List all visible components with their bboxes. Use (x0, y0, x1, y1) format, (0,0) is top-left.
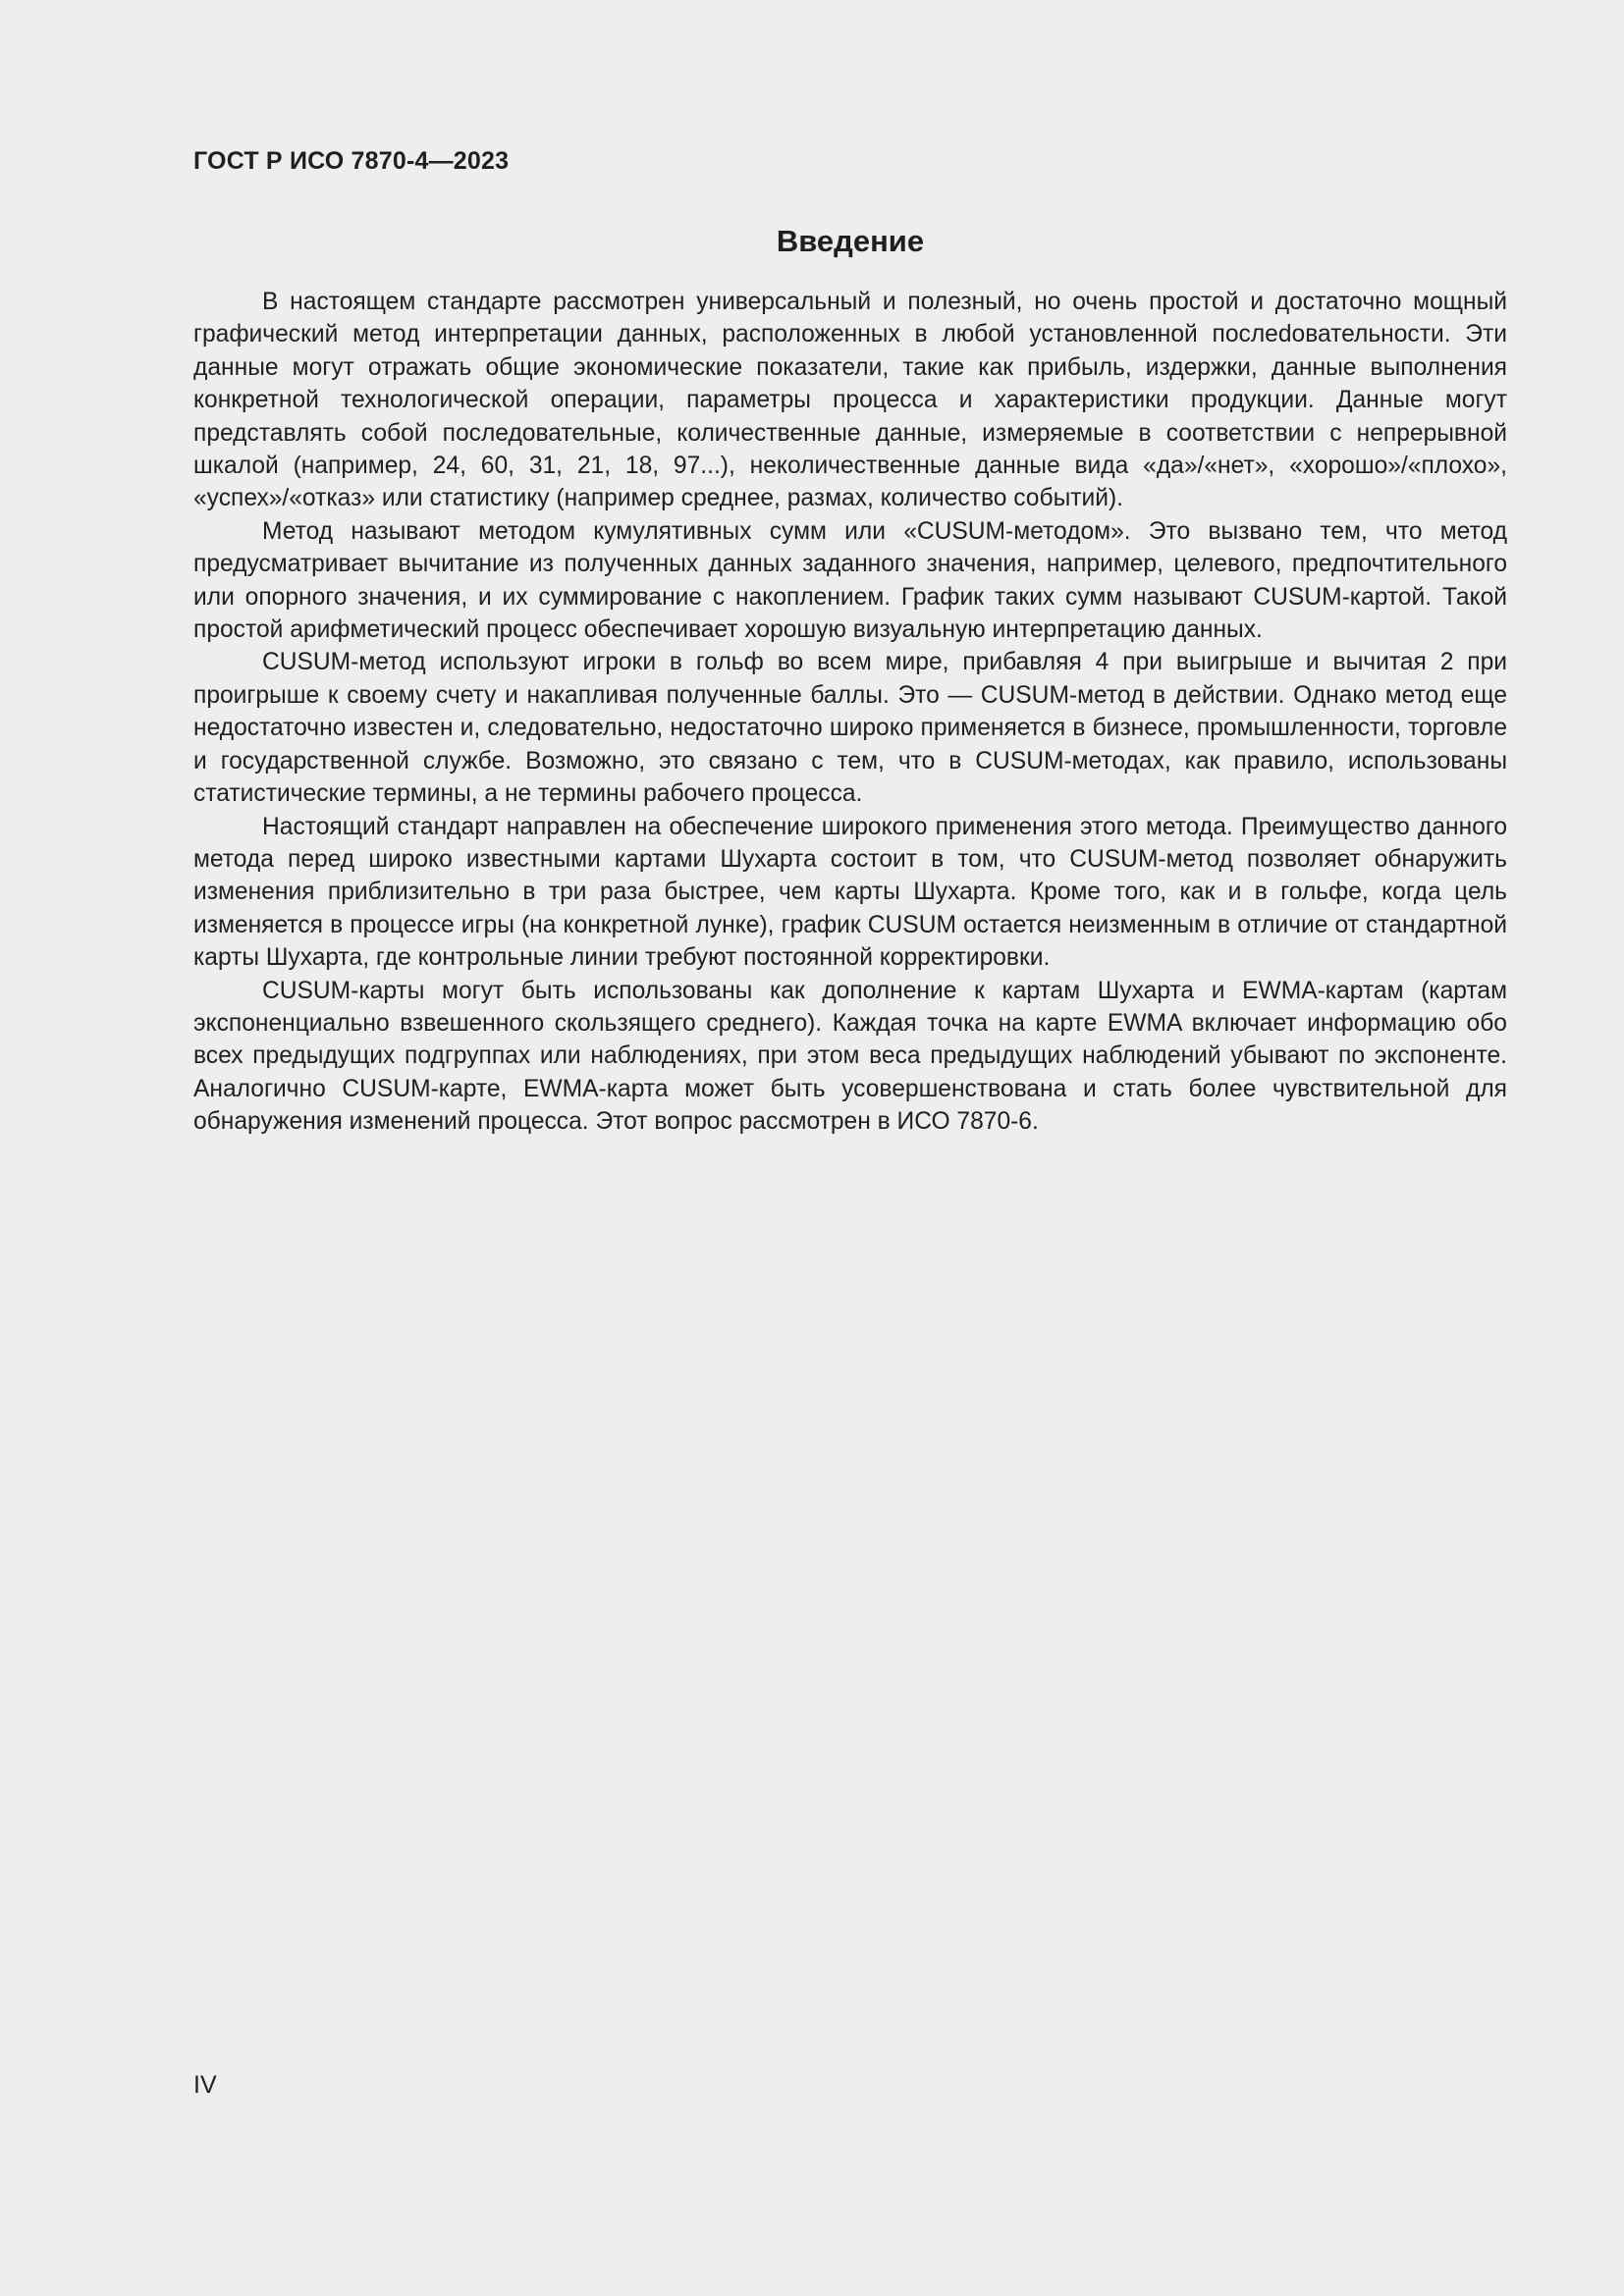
paragraph: Метод называют методом кумулятивных сумм или «CUSUM-методом». Это вызвано тем, что метод предусматривает вычитание из полученных данных заданного значения, например, целевого, предпочтительного или опорного значения, и их суммирование с накоплением. График таких сумм называют CUSUM-картой. Такой простой арифметический процесс обеспечивает хорошую визуальную интерпретацию данных. (193, 517, 1507, 644)
section-body (193, 286, 1507, 1139)
page-number: IV (193, 2071, 217, 2099)
section-title: Введение (776, 224, 925, 258)
document-code: ГОСТ Р ИСО 7870-4—2023 (193, 147, 510, 175)
paragraph: Настоящий стандарт направлен на обеспечение широкого применения этого метода. Преимущество данного метода перед широко известными картами Шухарта состоит в том, что CUSUM-метод позволяет обнаружить изменения приблизительно в три раза быстрее, чем карты Шухарта. Кроме того, как и в гольфе, когда цель изменяется в процессе игры (на конкретной лунке), график CUSUM остается неизменным в отличие от стандартной карты Шухарта, где контрольные линии требуют постоянной корректировки. (193, 813, 1507, 972)
paragraph: CUSUM-метод используют игроки в гольф во всем мире, прибавляя 4 при выигрыше и вычитая 2 при проигрыше к своему счету и накапливая полученные баллы. Это — CUSUM-метод в действии. Однако метод еще недостаточно известен и, следовательно, недостаточно широко применяется в бизнесе, промышленности, торговле и государственной службе. Возможно, это связано с тем, что в CUSUM-методах, как правило, использованы статистические термины, а не термины рабочего процесса. (193, 649, 1507, 808)
paragraph: CUSUM-карты могут быть использованы как дополнение к картам Шухарта и EWMA-картам (картам экспоненциально взвешенного скользящего среднего). Каждая точка на карте EWMA включает информацию обо всех предыдущих подгруппах или наблюдениях, при этом веса предыдущих наблюдений убывают по экспоненте. Аналогично CUSUM-карте, EWMA-карта может быть усовершенствована и стать более чувствительной для обнаружения изменений процесса. Этот вопрос рассмотрен в ИСО 7870-6. (193, 977, 1507, 1136)
paragraph: В настоящем стандарте рассмотрен универсальный и полезный, но очень простой и достаточно мощный графический метод интерпретации данных, расположенных в любой установленной послеdовательности. Эти данные могут отражать общие экономические показатели, такие как прибыль, издержки, данные выполнения конкретной технологической операции, параметры процесса и характеристики продукции. Данные могут представлять собой последовательные, количественные данные, измеряемые в соответствии с непрерывной шкалой (например, 24, 60, 31, 21, 18, 97...), неколичественные данные вида «да»/«нет», «хорошо»/«плохо», «успех»/«отказ» или статистику (например среднее, размах, количество событий). (193, 289, 1507, 512)
